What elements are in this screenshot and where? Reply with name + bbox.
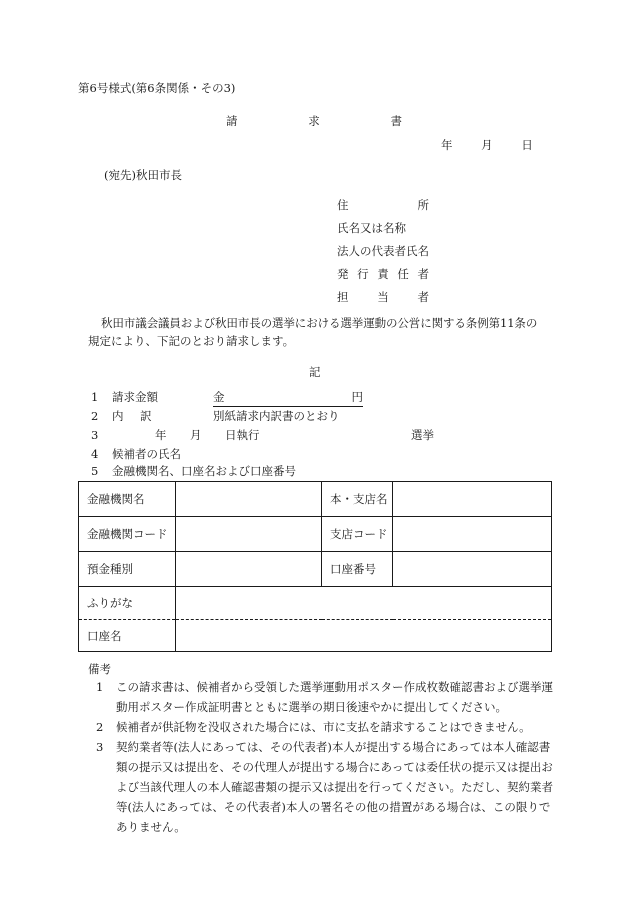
- item-4: 4 候補者の氏名: [91, 447, 181, 461]
- title-char: 求: [308, 114, 320, 128]
- remarks-section: [88, 659, 558, 837]
- item-1: 1 請求金額: [91, 390, 158, 404]
- branch-code-input[interactable]: [393, 517, 552, 552]
- bank-code-input[interactable]: [176, 517, 322, 552]
- date-field: [441, 140, 533, 152]
- item-3-num: 3: [91, 428, 99, 442]
- item-3-year: 年: [155, 428, 167, 442]
- applicant-address-label: 住 所: [337, 198, 429, 212]
- table-row: [79, 587, 552, 620]
- account-name-input[interactable]: [176, 620, 552, 652]
- table-row: [79, 517, 552, 552]
- amount-suffix: 円: [351, 390, 363, 404]
- intro-line-2: 規定により、下記のとおり請求します。: [88, 334, 295, 348]
- item-2-value: 別紙請求内訳書のとおり: [213, 409, 340, 423]
- furigana-label: ふりがな: [79, 587, 176, 620]
- deposit-type-label: 預金種別: [79, 552, 176, 587]
- table-row: [79, 482, 552, 517]
- bank-name-label: 金融機関名: [79, 482, 176, 517]
- amount-prefix: 金: [213, 390, 225, 404]
- date-year: 年: [441, 138, 453, 152]
- remark-3: 3 契約業者等(法人にあっては、その代表者)本人が提出する場合にあっては本人確認書類の提示又は提出を、その代理人が提出する場合にあっては委任状の提示又は提出および当該代理人の本人確認書類の提示又は提出を行ってください。ただし、契約業者等(法人にあっては、その代表者)本人の署名その他の措置がある場合は、この限りでありません。: [96, 740, 553, 834]
- item-2: 2 内 訳: [91, 409, 152, 423]
- deposit-type-input[interactable]: [176, 552, 322, 587]
- amount-field: [213, 392, 363, 407]
- applicant-issuer-label: 発 行 責 任 者: [337, 267, 429, 281]
- remarks-heading: 備考: [88, 662, 111, 676]
- item-3-election: 選挙: [411, 428, 434, 442]
- table-row: [79, 620, 552, 652]
- table-row: [79, 552, 552, 587]
- ki-heading: 記: [309, 365, 321, 379]
- addressee: (宛先)秋田市長: [104, 168, 182, 182]
- title-char: 書: [390, 114, 402, 128]
- remark-2: 2 候補者が供託物を没収された場合には、市に支払を請求することはできません。: [96, 720, 531, 734]
- document-title: [226, 116, 402, 128]
- item-3-month: 月: [190, 428, 202, 442]
- branch-name-label: 本・支店名: [322, 482, 393, 517]
- item-1-label: 請求金額: [111, 390, 158, 404]
- date-month: 月: [481, 138, 493, 152]
- applicant-contact-label: 担 当 者: [337, 290, 429, 304]
- applicant-rep-label: 法人の代表者氏名: [337, 244, 429, 258]
- account-name-label: 口座名: [79, 620, 176, 652]
- branch-name-input[interactable]: [393, 482, 552, 517]
- account-number-label: 口座番号: [322, 552, 393, 587]
- bank-code-label: 金融機関コード: [79, 517, 176, 552]
- form-number: 第6号様式(第6条関係・その3): [78, 81, 236, 95]
- intro-line-1: 秋田市議会議員および秋田市長の選挙における選挙運動の公営に関する条例第11条の: [101, 316, 538, 330]
- bank-name-input[interactable]: [176, 482, 322, 517]
- branch-code-label: 支店コード: [322, 517, 393, 552]
- account-number-input[interactable]: [393, 552, 552, 587]
- remark-1: 1 この請求書は、候補者から受領した選挙運動用ポスター作成枚数確認書および選挙運動用ポスター作成証明書とともに選挙の期日後速やかに提出してください。: [96, 680, 553, 714]
- date-day: 日: [521, 138, 533, 152]
- applicant-name-label: 氏名又は名称: [337, 221, 406, 235]
- item-5: 5 金融機関名、口座名および口座番号: [91, 464, 296, 478]
- bank-account-table: [78, 481, 552, 652]
- title-char: 請: [226, 114, 238, 128]
- item-3-day: 日執行: [225, 428, 260, 442]
- furigana-input[interactable]: [176, 587, 552, 620]
